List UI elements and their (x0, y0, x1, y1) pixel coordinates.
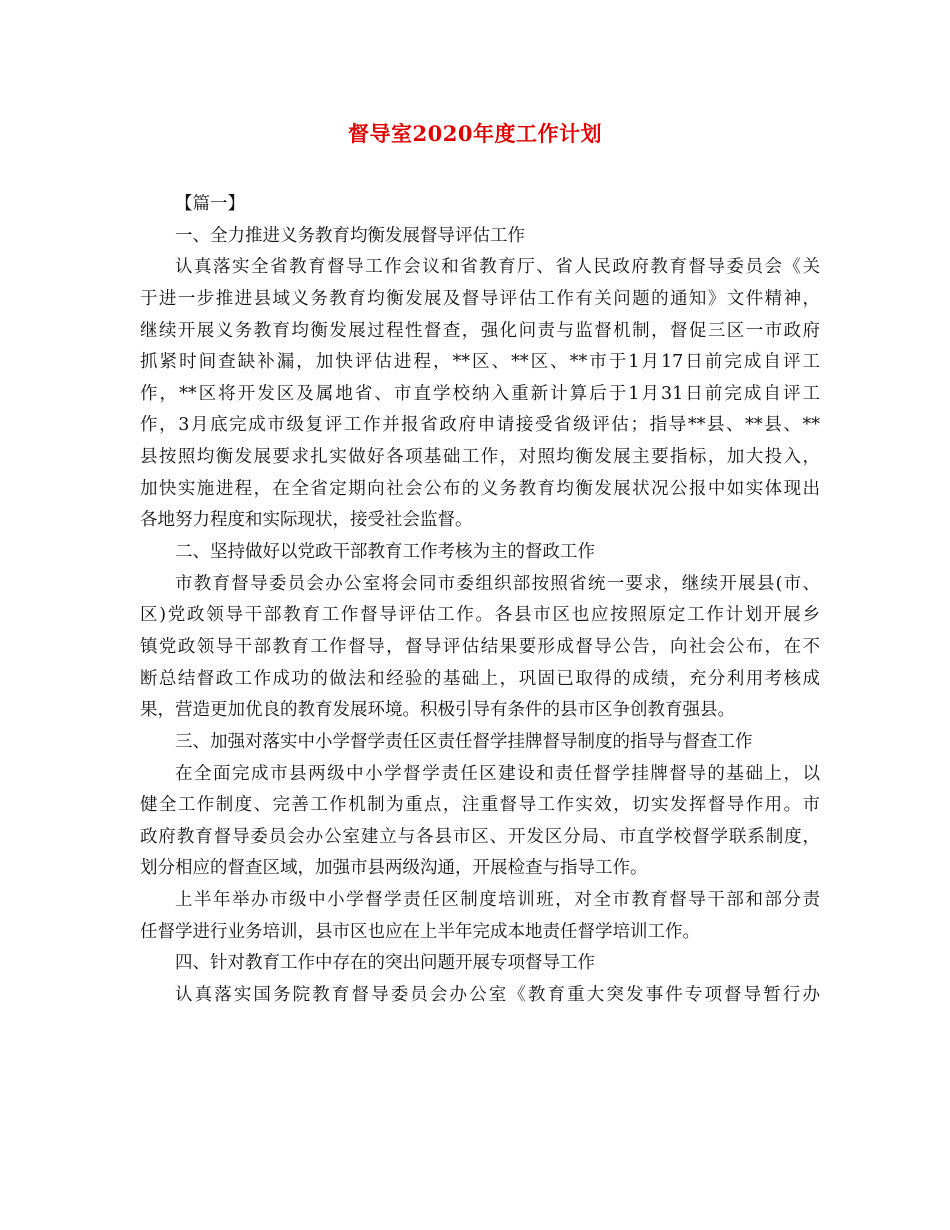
document-body (140, 190, 820, 1013)
paragraph-line: 划分相应的督查区域，加强市县两级沟通，开展检查与指导工作。 (140, 858, 648, 879)
paragraph-line: 健全工作制度、完善工作机制为重点，注重督导工作实效，切实发挥督导作用。市 (140, 795, 820, 816)
paragraph-line: 认真落实全省教育督导工作会议和省教育厅、省人民政府教育督导委员会《关 (175, 257, 820, 278)
heading-3: 三、加强对落实中小学督学责任区责任督学挂牌督导制度的指导与督查工作 (175, 731, 753, 752)
paragraph-line: 政府教育督导委员会办公室建立与各县市区、开发区分局、市直学校督学联系制度， (140, 826, 820, 847)
heading-2: 二、坚持做好以党政干部教育工作考核为主的督政工作 (175, 542, 595, 563)
paragraph-line: 果，营造更加优良的教育发展环境。积极引导有条件的县市区争创教育强县。 (140, 700, 735, 721)
paragraph-line: 各地努力程度和实际现状，接受社会监督。 (140, 510, 473, 531)
paragraph-line: 作，3月底完成市级复评工作并报省政府申请接受省级评估；指导**县、**县、** (140, 415, 820, 436)
paragraph-line: 县按照均衡发展要求扎实做好各项基础工作，对照均衡发展主要指标，加大投入， (140, 447, 820, 468)
paragraph-line: 于进一步推进县域义务教育均衡发展及督导评估工作有关问题的通知》文件精神， (140, 288, 820, 309)
paragraph-line: 作，**区将开发区及属地省、市直学校纳入重新计算后于1月31日前完成自评工 (140, 383, 820, 404)
paragraph-line: 区)党政领导干部教育工作督导评估工作。各县市区也应按照原定工作计划开展乡 (140, 605, 820, 626)
heading-4: 四、针对教育工作中存在的突出问题开展专项督导工作 (175, 953, 595, 974)
paragraph-line: 镇党政领导干部教育工作督导，督导评估结果要形成督导公告，向社会公布，在不 (140, 636, 820, 657)
paragraph-line: 在全面完成市县两级中小学督学责任区建设和责任督学挂牌督导的基础上，以 (175, 763, 820, 784)
heading-1: 一、全力推进义务教育均衡发展督导评估工作 (175, 225, 525, 246)
paragraph-line: 认真落实国务院教育督导委员会办公室《教育重大突发事件专项督导暂行办 (175, 985, 820, 1006)
paragraph-line: 市教育督导委员会办公室将会同市委组织部按照省统一要求，继续开展县(市、 (175, 573, 820, 594)
paragraph-line: 继续开展义务教育均衡发展过程性督查，强化问责与监督机制，督促三区一市政府 (140, 320, 820, 341)
paragraph-line: 任督学进行业务培训，县市区也应在上半年完成本地责任督学培训工作。 (140, 921, 700, 942)
paragraph-line: 上半年举办市级中小学督学责任区制度培训班，对全市教育督导干部和部分责 (175, 890, 820, 911)
section-label: 【篇一】 (175, 194, 245, 214)
paragraph-line: 断总结督政工作成功的做法和经验的基础上，巩固已取得的成绩，充分利用考核成 (140, 668, 820, 689)
document-title: 督导室2020年度工作计划 (348, 121, 602, 146)
paragraph-line: 加快实施进程，在全省定期向社会公布的义务教育均衡发展状况公报中如实体现出 (140, 478, 820, 499)
paragraph-line: 抓紧时间查缺补漏，加快评估进程，**区、**区、**市于1月17日前完成自评工 (140, 352, 820, 373)
